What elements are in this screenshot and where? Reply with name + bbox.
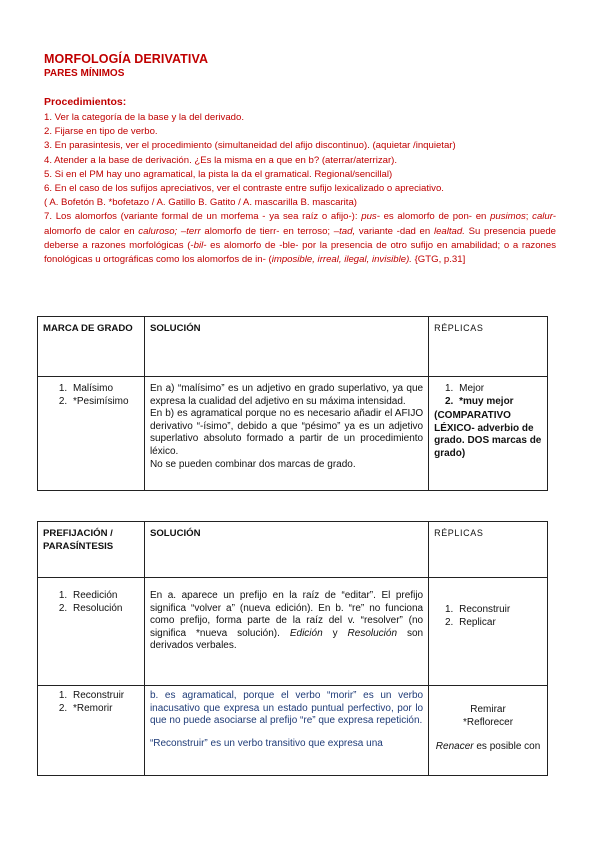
procedures-heading: Procedimientos: [44,96,127,108]
table-cell-items [38,686,145,776]
procedure-item: 1. Ver la categoría de la base y la del derivado. [44,112,244,123]
procedures-list [44,111,556,267]
solution-paragraph: En a. aparece un prefijo en la raíz de “editar”. El prefijo significa “volver a” (nueva edición). En b. “re” no funciona como prefijo, forma parte de la raíz del v. “resolver” (no significa *nueva solución). Edición y Resolución son derivados verbales. [149,590,424,652]
procedure-item-alomorfos: 7. Los alomorfos (variante formal de un morfema - ya sea raíz o afijo-): pus- es alomorfo de pon- en pusimos; calur- alomorfo de calor en caluroso; –terr alomorfo de tierr- en terroso; –tad, variante -dad en lealtad. Su presencia puede deberse a razones morfológicas (-bil- es alomorfo de -ble- por la presencia de otro sufijo en amabilidad; o a razones fonológicas u ortográficas como los alomorfos de in- (imposible, irreal, ilegal, invisible). {GTG, p.31] [44,211,557,266]
table-cell-replicas [429,377,548,491]
list-item: 2. *Remorir [70,703,139,716]
list-item: 2. *muy mejor [456,396,542,409]
table-cell-replicas [429,578,548,686]
table-header: SOLUCIÓN [144,317,428,377]
table-cell-items [38,578,145,686]
document-title: MORFOLOGÍA DERIVATIVA [44,52,209,66]
table-header: RÉPLICAS [429,317,548,377]
prefixation-table [37,521,548,776]
list-item: 1. Reconstruir [70,690,139,703]
procedure-item: 4. Atender a la base de derivación. ¿Es la misma en a que en b? (aterrar/aterrizar). [44,154,398,166]
procedure-item: 6. En el caso de los sufijos apreciativos, ver el contraste entre sufijo lexicalizado o apreciativo. [44,183,444,195]
list-item: 1. Reedición [70,590,139,603]
grade-mark-table [37,316,548,491]
table-cell-solution [144,686,428,776]
table-cell-items [38,377,145,491]
table-header: PREFIJACIÓN / PARASÍNTESIS [38,522,145,578]
replica-item: *Reflorecer [463,716,514,728]
solution-paragraph: “Reconstruir” es un verbo transitivo que expresa una [149,737,383,749]
list-item: 2. *Pesimísimo [70,396,139,409]
document-subtitle: PARES MÍNIMOS [44,68,125,79]
table-header: SOLUCIÓN [144,522,428,578]
list-item: 2. Replicar [456,617,542,630]
list-item: 1. Malísimo [70,383,139,396]
replica-note: Renacer es posible con [435,741,541,753]
table-header: RÉPLICAS [429,522,548,578]
solution-paragraph: En b) es agramatical porque no es necesario añadir el AFIJO derivativo “-ísimo”, debido a que “pésimo” ya es un adjetivo superlativo absoluto formado a partir de un procedimiento léxico. [149,408,424,457]
table-cell-replicas [429,686,548,776]
solution-paragraph: No se pueden combinar dos marcas de grado. [149,458,356,470]
replica-item: Remirar [470,704,506,715]
solution-paragraph: En a) “malísimo” es un adjetivo en grado superlativo, ya que expresa la cualidad del adjetivo en su máxima intensidad. [149,383,424,407]
procedure-item: 3. En parasintesis, ver el procedimiento (simultaneidad del afijo discontinuo). (aquietar /inquietar) [44,140,456,152]
replica-note: (COMPARATIVO LÉXICO- adverbio de grado. DOS marcas de grado) [434,410,542,459]
table-cell-solution [144,578,428,686]
table-header: MARCA DE GRADO [38,317,145,377]
list-item: 1. Reconstruir [456,604,542,617]
list-item: 1. Mejor [456,383,542,396]
list-item: 2. Resolución [70,603,139,616]
table-cell-solution [144,377,428,491]
solution-paragraph: b. es agramatical, porque el verbo “morir” es un verbo inacusativo que expresa un estado puntual perfectivo, por lo que no puede asociarse al prefijo “re” que expresa repetición. [149,690,424,727]
procedure-examples: ( A. Bofetón B. *bofetazo / A. Gatillo B. Gatito / A. mascarilla B. mascarita) [44,197,357,209]
procedure-item: 5. Si en el PM hay uno agramatical, la pista la da el gramatical. Regional/sencillal) [44,168,393,180]
procedure-item: 2. Fijarse en tipo de verbo. [44,126,158,138]
